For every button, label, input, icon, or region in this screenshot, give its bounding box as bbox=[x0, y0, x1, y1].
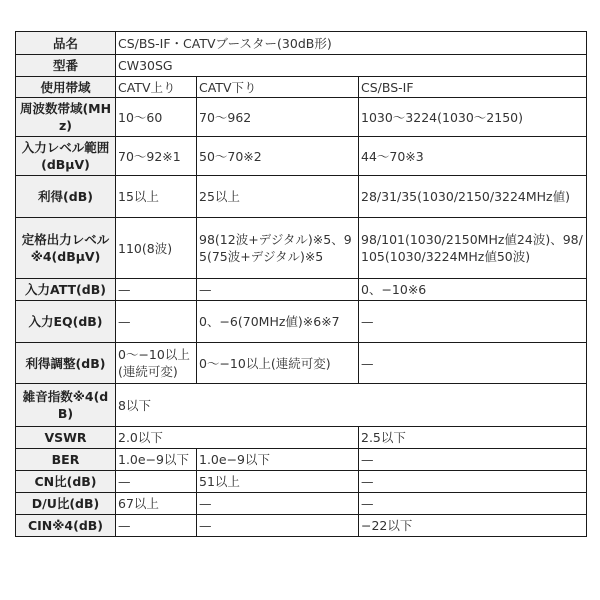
header-input-att: 入力ATT(dB) bbox=[16, 279, 116, 301]
rated-output-catv-down: 98(12波+デジタル)※5、95(75波+デジタル)※5 bbox=[197, 218, 359, 279]
table-row bbox=[16, 493, 587, 515]
cn-ratio-cs-bs-if: — bbox=[359, 471, 587, 493]
gain-catv-up: 15以上 bbox=[116, 176, 197, 218]
header-model-number: 型番 bbox=[16, 55, 116, 77]
frequency-catv-down: 70〜962 bbox=[197, 98, 359, 137]
header-input-level: 入力レベル範囲(dBμV) bbox=[16, 137, 116, 176]
cn-ratio-catv-up: — bbox=[116, 471, 197, 493]
gain-cs-bs-if: 28/31/35(1030/2150/3224MHz値) bbox=[359, 176, 587, 218]
frequency-cs-bs-if: 1030〜3224(1030〜2150) bbox=[359, 98, 587, 137]
table-row bbox=[16, 32, 587, 55]
input-level-catv-up: 70〜92※1 bbox=[116, 137, 197, 176]
input-level-cs-bs-if: 44〜70※3 bbox=[359, 137, 587, 176]
table-row bbox=[16, 55, 587, 77]
band-catv-up: CATV上り bbox=[116, 77, 197, 98]
input-att-catv-up: — bbox=[116, 279, 197, 301]
header-vswr: VSWR bbox=[16, 427, 116, 449]
gain-catv-down: 25以上 bbox=[197, 176, 359, 218]
input-att-catv-down: — bbox=[197, 279, 359, 301]
spec-table bbox=[15, 31, 587, 537]
rated-output-catv-up: 110(8波) bbox=[116, 218, 197, 279]
ber-cs-bs-if: — bbox=[359, 449, 587, 471]
gain-adjust-cs-bs-if: — bbox=[359, 343, 587, 384]
ber-catv-up: 1.0e−9以下 bbox=[116, 449, 197, 471]
table-row bbox=[16, 301, 587, 343]
input-level-catv-down: 50〜70※2 bbox=[197, 137, 359, 176]
input-eq-cs-bs-if: — bbox=[359, 301, 587, 343]
header-gain-adjust: 利得調整(dB) bbox=[16, 343, 116, 384]
table-row bbox=[16, 77, 587, 98]
input-att-cs-bs-if: 0、−10※6 bbox=[359, 279, 587, 301]
table-row bbox=[16, 137, 587, 176]
header-cn-ratio: CN比(dB) bbox=[16, 471, 116, 493]
cin-catv-up: — bbox=[116, 515, 197, 537]
rated-output-cs-bs-if: 98/101(1030/2150MHz値24波)、98/105(1030/3224MHz値50波) bbox=[359, 218, 587, 279]
frequency-catv-up: 10〜60 bbox=[116, 98, 197, 137]
header-frequency-band: 周波数帯域(MHz) bbox=[16, 98, 116, 137]
cn-ratio-catv-down: 51以上 bbox=[197, 471, 359, 493]
table-row bbox=[16, 427, 587, 449]
header-ber: BER bbox=[16, 449, 116, 471]
vswr-cs-bs-if: 2.5以下 bbox=[359, 427, 587, 449]
du-ratio-catv-up: 67以上 bbox=[116, 493, 197, 515]
du-ratio-catv-down: — bbox=[197, 493, 359, 515]
header-noise-figure: 雑音指数※4(dB) bbox=[16, 384, 116, 427]
gain-adjust-catv-down: 0〜−10以上(連続可変) bbox=[197, 343, 359, 384]
header-product-name: 品名 bbox=[16, 32, 116, 55]
band-catv-down: CATV下り bbox=[197, 77, 359, 98]
du-ratio-cs-bs-if: — bbox=[359, 493, 587, 515]
table-row bbox=[16, 449, 587, 471]
band-cs-bs-if: CS/BS-IF bbox=[359, 77, 587, 98]
header-cin: CIN※4(dB) bbox=[16, 515, 116, 537]
input-eq-catv-up: — bbox=[116, 301, 197, 343]
header-gain: 利得(dB) bbox=[16, 176, 116, 218]
table-row bbox=[16, 384, 587, 427]
table-row bbox=[16, 515, 587, 537]
input-eq-catv-down: 0、−6(70MHz値)※6※7 bbox=[197, 301, 359, 343]
table-row bbox=[16, 471, 587, 493]
table-row bbox=[16, 98, 587, 137]
header-du-ratio: D/U比(dB) bbox=[16, 493, 116, 515]
table-row bbox=[16, 343, 587, 384]
gain-adjust-catv-up: 0〜−10以上(連続可変) bbox=[116, 343, 197, 384]
header-band: 使用帯域 bbox=[16, 77, 116, 98]
cin-cs-bs-if: −22以下 bbox=[359, 515, 587, 537]
ber-catv-down: 1.0e−9以下 bbox=[197, 449, 359, 471]
table-row bbox=[16, 176, 587, 218]
vswr-catv: 2.0以下 bbox=[116, 427, 359, 449]
header-rated-output-level: 定格出力レベル※4(dBμV) bbox=[16, 218, 116, 279]
cin-catv-down: — bbox=[197, 515, 359, 537]
model-number-value: CW30SG bbox=[116, 55, 587, 77]
noise-figure-value: 8以下 bbox=[116, 384, 587, 427]
table-row bbox=[16, 279, 587, 301]
table-row bbox=[16, 218, 587, 279]
header-input-eq: 入力EQ(dB) bbox=[16, 301, 116, 343]
product-name-value: CS/BS-IF・CATVブースター(30dB形) bbox=[116, 32, 587, 55]
